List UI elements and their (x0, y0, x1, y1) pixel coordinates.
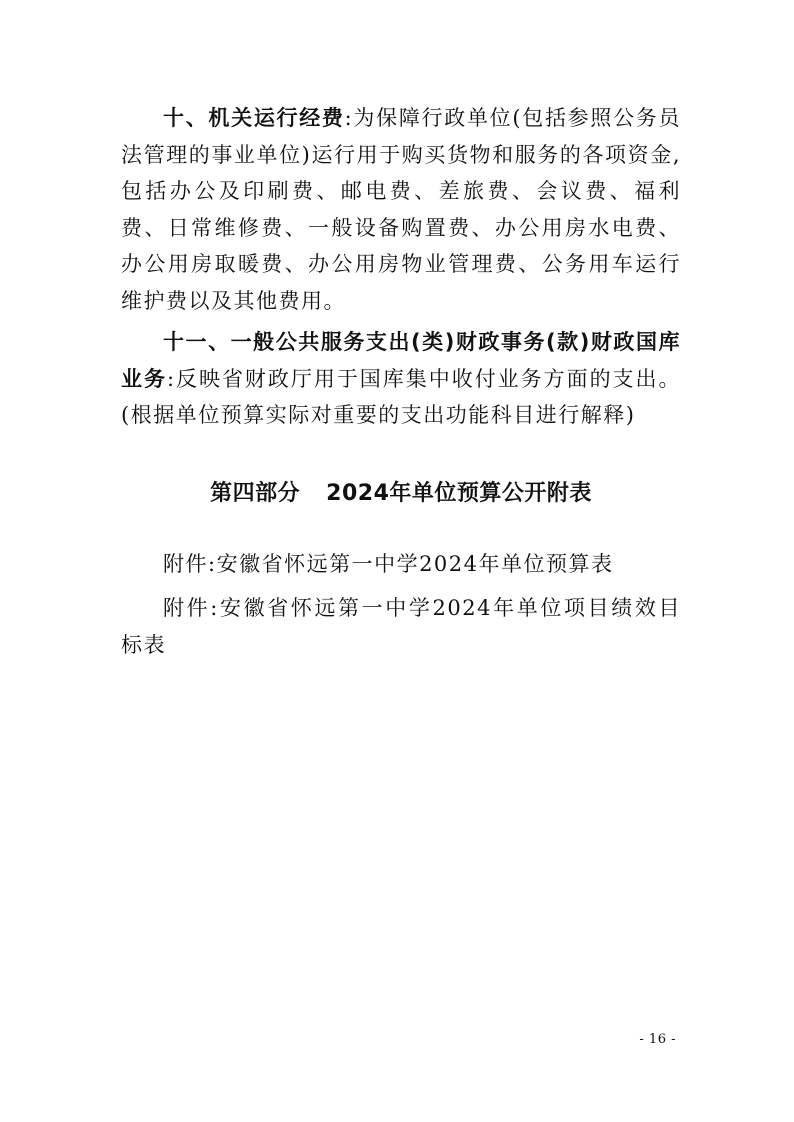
section-10-body: :为保障行政单位(包括参照公务员法管理的事业单位)运行用于购买货物和服务的各项资金,包括办公及印刷费、邮电费、差旅费、会议费、福利费、日常维修费、一般设备购置费、办公用房水电费、办公用房取暖费、办公用房物业管理费、公务用车运行维护费以及其他费用。 (121, 106, 681, 313)
attachment-line-1: 附件:安徽省怀远第一中学2024年单位预算表 (163, 552, 614, 576)
page-number: - 16 - (639, 1032, 676, 1047)
part-4-text: 2024年单位预算公开附表 (326, 481, 592, 506)
paragraph-section-10 (121, 100, 681, 319)
part-4-label: 第四部分 (210, 481, 301, 506)
section-10-heading: 十、机关运行经费 (163, 106, 345, 130)
section-11-heading: 十一、一般公共服务支出(类)财政事务(款)财政国库业务 (121, 330, 681, 391)
section-11-body: :反映省财政厅用于国库集中收付业务方面的支出。(根据单位预算实际对重要的支出功能科目进行解释) (121, 366, 681, 427)
paragraph-section-11 (121, 324, 681, 434)
attachment-line-2: 附件:安徽省怀远第一中学2024年单位项目绩效目标表 (121, 596, 681, 657)
part-4-title (121, 476, 681, 512)
